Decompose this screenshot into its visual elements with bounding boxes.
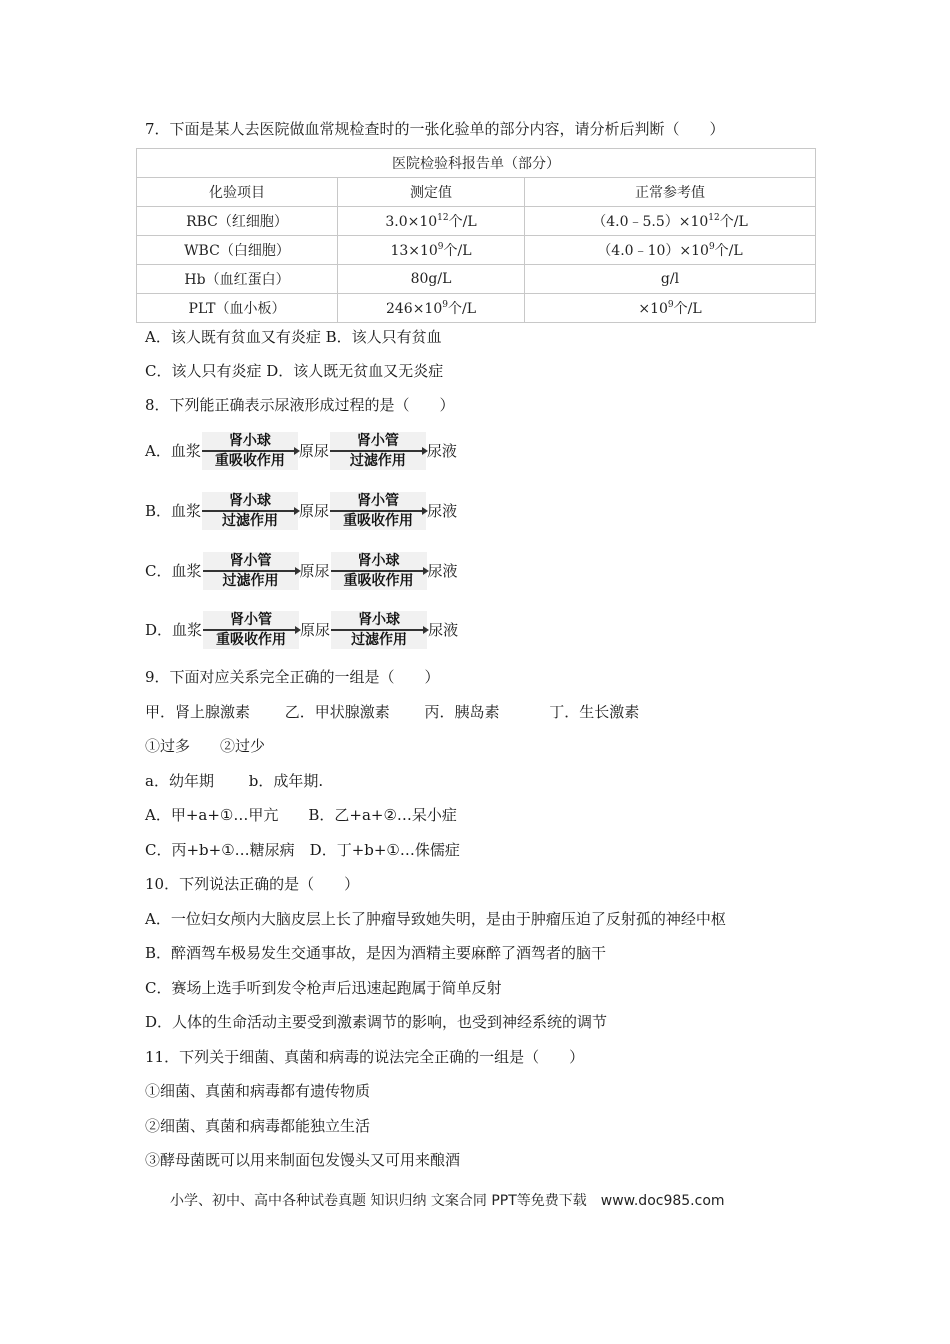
row-reference: $(4.0﹣10)\times 10^9$个/L: [525, 236, 816, 265]
q8-option-b: [145, 488, 457, 532]
row-reference: g/l: [525, 265, 816, 294]
q8-option-a: [145, 428, 457, 472]
row-value: 80g/L: [338, 265, 525, 294]
option-start: 血浆: [171, 561, 202, 580]
row-item: WBC（白细胞）: [137, 236, 338, 265]
table-row: [137, 265, 816, 294]
q7-options-ab: A．该人既有贫血又有炎症 B．该人只有贫血: [145, 328, 442, 346]
option-mid: 原尿: [298, 441, 329, 460]
row-value: $3.0\times 10^{12}$个/L: [338, 207, 525, 236]
arrow-icon: [330, 510, 426, 512]
reaction-arrow: 肾小管 过滤作用: [203, 552, 299, 590]
q8-stem: 8．下列能正确表示尿液形成过程的是（ ）: [145, 396, 455, 414]
q9-periods: a．幼年期 b．成年期.: [145, 772, 324, 790]
page-footer: 小学、初中、高中各种试卷真题 知识归纳 文案合同 PPT等免费下载 www.doc985.com: [170, 1193, 725, 1209]
q9-amounts: ①过多 ②过少: [145, 737, 266, 755]
option-label: C．: [145, 561, 172, 580]
q7-stem: 7．下面是某人去医院做血常规检查时的一张化验单的部分内容，请分析后判断（ ）: [145, 120, 725, 138]
q9-options-ab: A．甲+a+①…甲亢 B．乙+a+②…呆小症: [145, 806, 457, 824]
row-reference: $(4.0﹣5.5)\times 10^{12}$个/L: [525, 207, 816, 236]
lab-report-table: [136, 148, 816, 323]
q7-options-cd: C．该人只有炎症 D．该人既无贫血又无炎症: [145, 362, 444, 380]
option-start: 血浆: [171, 501, 202, 520]
option-label: B．: [145, 501, 172, 520]
q8-option-d: [145, 607, 458, 651]
option-start: 血浆: [172, 620, 203, 639]
q8-option-c: [145, 548, 458, 592]
arrow-icon: [202, 450, 298, 452]
row-item: PLT（血小板）: [137, 294, 338, 323]
reaction-arrow: 肾小管 过滤作用: [330, 432, 426, 470]
table-row: [137, 236, 816, 265]
option-label: D．: [145, 620, 173, 639]
option-end: 尿液: [427, 561, 458, 580]
row-item: RBC（红细胞）: [137, 207, 338, 236]
q11-stem: 11．下列关于细菌、真菌和病毒的说法完全正确的一组是（ ）: [145, 1048, 585, 1066]
q10-option-d: D．人体的生命活动主要受到激素调节的影响，也受到神经系统的调节: [145, 1013, 608, 1031]
option-start: 血浆: [170, 441, 201, 460]
table-row: [137, 294, 816, 323]
arrow-icon: [331, 570, 427, 572]
q10-option-b: B．醉酒驾车极易发生交通事故，是因为酒精主要麻醉了酒驾者的脑干: [145, 944, 607, 962]
header-reference: 正常参考值: [525, 178, 816, 207]
q10-option-c: C．赛场上选手听到发令枪声后迅速起跑属于简单反射: [145, 979, 502, 997]
table-title: 医院检验科报告单（部分）: [137, 149, 816, 178]
arrow-icon: [331, 629, 427, 631]
table-title-row: [137, 149, 816, 178]
option-end: 尿液: [427, 501, 458, 520]
header-item: 化验项目: [137, 178, 338, 207]
arrow-icon: [202, 510, 298, 512]
q9-hormones: 甲．肾上腺激素 乙．甲状腺激素 丙．胰岛素 丁．生长激素: [145, 703, 640, 721]
option-mid: 原尿: [299, 561, 330, 580]
option-label: A．: [145, 441, 171, 460]
table-header-row: [137, 178, 816, 207]
reaction-arrow: 肾小管 重吸收作用: [203, 611, 299, 649]
reaction-arrow: 肾小球 重吸收作用: [202, 432, 298, 470]
row-value: $246\times 10^9$个/L: [338, 294, 525, 323]
q10-stem: 10．下列说法正确的是（ ）: [145, 875, 360, 893]
arrow-icon: [203, 629, 299, 631]
row-reference: $\times 10^9$个/L: [525, 294, 816, 323]
q11-statement-3: ③酵母菌既可以用来制面包发馒头又可用来酿酒: [145, 1151, 461, 1169]
q9-options-cd: C．丙+b+①…糖尿病 D．丁+b+①…侏儒症: [145, 841, 460, 859]
reaction-arrow: 肾小管 重吸收作用: [330, 492, 426, 530]
arrow-icon: [203, 570, 299, 572]
q11-statement-1: ①细菌、真菌和病毒都有遗传物质: [145, 1082, 371, 1100]
option-mid: 原尿: [300, 620, 331, 639]
header-value: 测定值: [338, 178, 525, 207]
reaction-arrow: 肾小球 重吸收作用: [331, 552, 427, 590]
q11-statement-2: ②细菌、真菌和病毒都能独立生活: [145, 1117, 371, 1135]
reaction-arrow: 肾小球 过滤作用: [202, 492, 298, 530]
option-end: 尿液: [428, 620, 459, 639]
row-value: $13\times 10^9$个/L: [338, 236, 525, 265]
option-mid: 原尿: [299, 501, 330, 520]
q10-option-a: A．一位妇女颅内大脑皮层上长了肿瘤导致她失明，是由于肿瘤压迫了反射孤的神经中枢: [145, 910, 726, 928]
option-end: 尿液: [426, 441, 457, 460]
reaction-arrow: 肾小球 过滤作用: [331, 611, 427, 649]
q9-stem: 9．下面对应关系完全正确的一组是（ ）: [145, 668, 440, 686]
table-row: [137, 207, 816, 236]
arrow-icon: [330, 450, 426, 452]
row-item: Hb（血红蛋白）: [137, 265, 338, 294]
